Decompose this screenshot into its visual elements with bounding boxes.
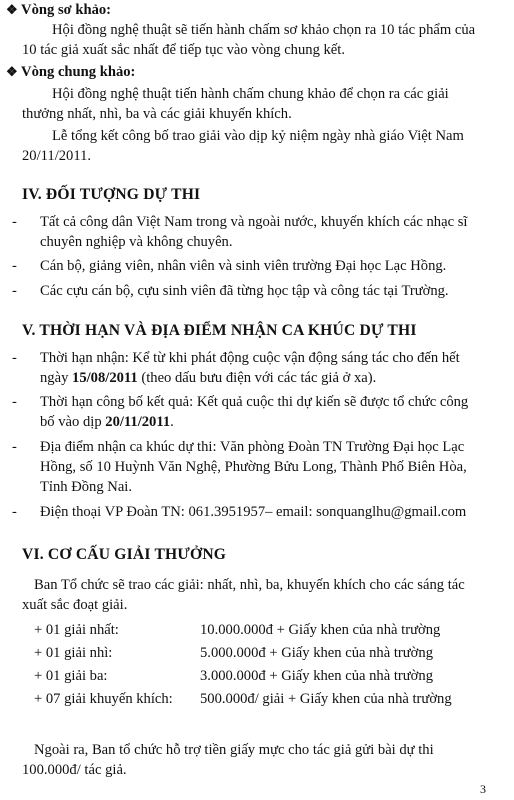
- section5-title: V. THỜI HẠN VÀ ĐỊA ĐIỂM NHẬN CA KHÚC DỰ THI: [22, 322, 417, 339]
- section4-item3-line1: Các cựu cán bộ, cựu sinh viên đã từng học tập và công tác tại Trường.: [40, 283, 449, 299]
- prize-value: 5.000.000đ + Giấy khen của nhà trường: [200, 645, 433, 661]
- round2-title: Vòng chung khảo:: [21, 64, 136, 80]
- round1-heading: [6, 0, 111, 20]
- section4-item1-line1: Tất cả công dân Việt Nam trong và ngoài nước, khuyến khích các nhạc sĩ: [40, 214, 468, 230]
- section5-item4-dash: -: [12, 504, 17, 520]
- section6-outro2: 100.000đ/ tác giả.: [22, 762, 127, 778]
- round1-line2: 10 tác giả xuất sắc nhất để tiếp tục vào vòng chung kết.: [22, 42, 345, 58]
- page-number: 3: [480, 782, 486, 796]
- prize-label: + 01 giải ba:: [34, 668, 108, 684]
- section5-item1-line2: ngày 15/08/2011 (theo dấu bưu điện với các tác giả ở xa).: [40, 370, 377, 386]
- section6-intro1: Ban Tổ chức sẽ trao các giải: nhất, nhì, ba, khuyến khích cho các sáng tác: [34, 577, 465, 593]
- section6-intro2: xuất sắc đoạt giải.: [22, 597, 128, 613]
- section4-item1-line2: chuyên nghiệp và không chuyên.: [40, 234, 233, 250]
- section4-item2-line1: Cán bộ, giảng viên, nhân viên và sinh viên trường Đại học Lạc Hồng.: [40, 258, 447, 274]
- section5-item2-line1: Thời hạn công bố kết quả: Kết quả cuộc thi dự kiến sẽ được tổ chức công: [40, 394, 469, 410]
- section5-item2-line2: bố vào dịp 20/11/2011.: [40, 414, 174, 430]
- round1-title: Vòng sơ khảo:: [21, 2, 112, 18]
- round2-line2: thưởng nhất, nhì, ba và các giải khuyến khích.: [22, 106, 292, 122]
- diamond-bullet-icon: ❖: [6, 64, 18, 79]
- section6-outro1: Ngoài ra, Ban tổ chức hỗ trợ tiền giấy mực cho tác giả gửi bài dự thi: [34, 742, 434, 758]
- section5-item3-dash: -: [12, 439, 17, 455]
- announce-date: 20/11/2011: [105, 414, 171, 430]
- section4-item1-dash: -: [12, 214, 17, 230]
- round2-heading: [6, 62, 135, 82]
- prize-value: 10.000.000đ + Giấy khen của nhà trường: [200, 622, 441, 638]
- prize-value: 500.000đ/ giải + Giấy khen của nhà trường: [200, 691, 452, 707]
- section4-item3-dash: -: [12, 283, 17, 299]
- deadline-date: 15/08/2011: [72, 370, 138, 386]
- diamond-bullet-icon: ❖: [6, 2, 18, 17]
- prize-label: + 07 giải khuyến khích:: [34, 691, 173, 707]
- section5-item4-line1: Điện thoại VP Đoàn TN: 061.3951957– email: sonquanglhu@gmail.com: [40, 504, 467, 520]
- section5-item2-dash: -: [12, 394, 17, 410]
- section5-item3-line1: Địa điểm nhận ca khúc dự thi: Văn phòng Đoàn TN Trường Đại học Lạc: [40, 439, 465, 455]
- section5-item3-line2: Hồng, số 10 Huỳnh Văn Nghệ, Phường Bửu Long, Thành Phố Biên Hòa,: [40, 459, 467, 475]
- round1-line1: Hội đồng nghệ thuật sẽ tiến hành chấm sơ khảo chọn ra 10 tác phẩm của: [52, 22, 476, 38]
- prize-value: 3.000.000đ + Giấy khen của nhà trường: [200, 668, 433, 684]
- section6-title: VI. CƠ CẤU GIẢI THƯỞNG: [22, 546, 227, 563]
- round2-line4: 20/11/2011.: [22, 148, 92, 164]
- round2-line3: Lễ tổng kết công bố trao giải vào dịp kỷ niệm ngày nhà giáo Việt Nam: [52, 128, 464, 144]
- section5-item3-line3: Tỉnh Đồng Nai.: [40, 479, 133, 495]
- section4-title: IV. ĐỐI TƯỢNG DỰ THI: [22, 186, 201, 203]
- section4-item2-dash: -: [12, 258, 17, 274]
- prize-label: + 01 giải nhất:: [34, 622, 119, 638]
- section5-item1-dash: -: [12, 350, 17, 366]
- prize-label: + 01 giải nhì:: [34, 645, 113, 661]
- section5-item1-line1: Thời hạn nhận: Kể từ khi phát động cuộc vận động sáng tác cho đến hết: [40, 350, 460, 366]
- round2-line1: Hội đồng nghệ thuật tiến hành chấm chung khảo để chọn ra các giải: [52, 86, 449, 102]
